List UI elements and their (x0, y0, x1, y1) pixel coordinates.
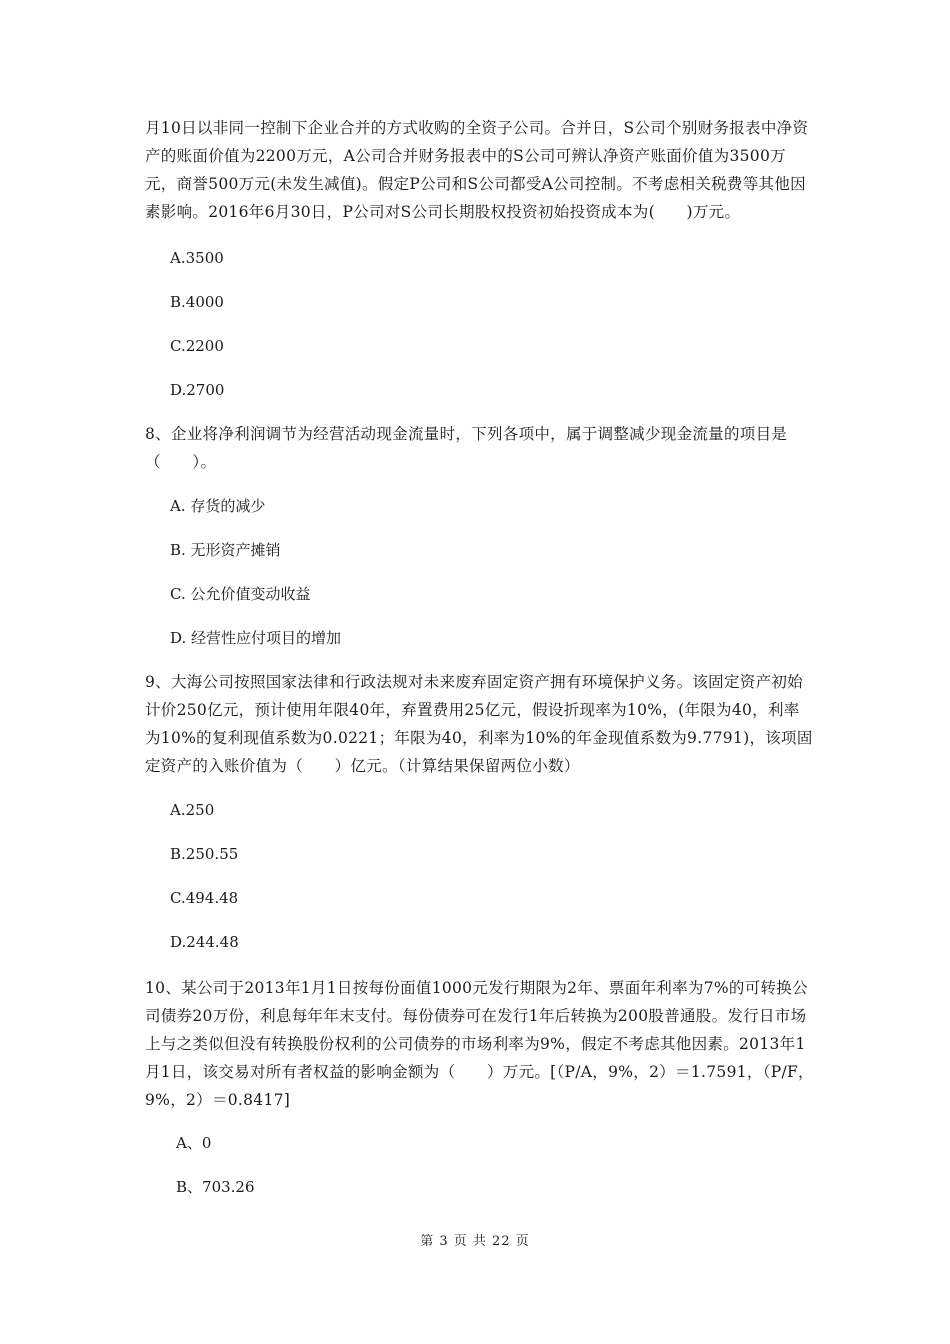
question-8-option-c: C. 公允价值变动收益 (170, 585, 311, 603)
question-7-option-b: B.4000 (170, 293, 224, 311)
question-8-option-d: D. 经营性应付项目的增加 (170, 629, 342, 647)
question-9-option-c: C.494.48 (170, 889, 239, 907)
question-7-stem: 月10日以非同一控制下企业合并的方式收购的全资子公司。合并日，S公司个别财务报表中净资产的账面价值为2200万元，A公司合并财务报表中的S公司可辨认净资产账面价值为3500万元，商誉500万元(未发生减值)。假定P公司和S公司都受A公司控制。不考虑相关税费等其他因素影响。2016年6月30日，P公司对S公司长期股权投资初始投资成本为( )万元。 (145, 119, 809, 221)
question-7-option-a: A.3500 (170, 249, 224, 267)
question-7-option-c: C.2200 (170, 337, 224, 355)
question-9-option-b: B.250.55 (170, 845, 239, 863)
question-9-stem: 9、大海公司按照国家法律和行政法规对未来废弃固定资产拥有环境保护义务。该固定资产初始计价250亿元，预计使用年限40年，弃置费用25亿元，假设折现率为10%，(年限为40，利率为10%的复利现值系数为0.0221；年限为40，利率为10%的年金现值系数为9.7791)，该项固定资产的入账价值为（ ）亿元。（计算结果保留两位小数） (145, 673, 813, 775)
question-10-stem: 10、某公司于2013年1月1日按每份面值1000元发行期限为2年、票面年利率为7%的可转换公司债券20万份，利息每年年末支付。每份债券可在发行1年后转换为200股普通股。发行日市场上与之类似但没有转换股份权利的公司债券的市场利率为9%，假定不考虑其他因素。2013年1月1日，该交易对所有者权益的影响金额为（ ）万元。[（P/A，9%，2）＝1.7591，（P/F，9%，2）＝0.8417] (145, 979, 814, 1109)
question-8-option-a: A. 存货的减少 (170, 497, 266, 515)
question-9-option-a: A.250 (170, 801, 215, 819)
question-9-option-d: D.244.48 (170, 933, 239, 951)
question-7-option-d: D.2700 (170, 381, 225, 399)
question-8-option-b: B. 无形资产摊销 (170, 541, 281, 559)
page-footer: 第 3 页 共 22 页 (420, 1234, 530, 1249)
question-10-option-a: A、0 (176, 1134, 212, 1152)
question-10-option-b: B、703.26 (176, 1178, 255, 1196)
question-8-stem: 8、企业将净利润调节为经营活动现金流量时，下列各项中，属于调整减少现金流量的项目是（ ）。 (145, 425, 788, 471)
